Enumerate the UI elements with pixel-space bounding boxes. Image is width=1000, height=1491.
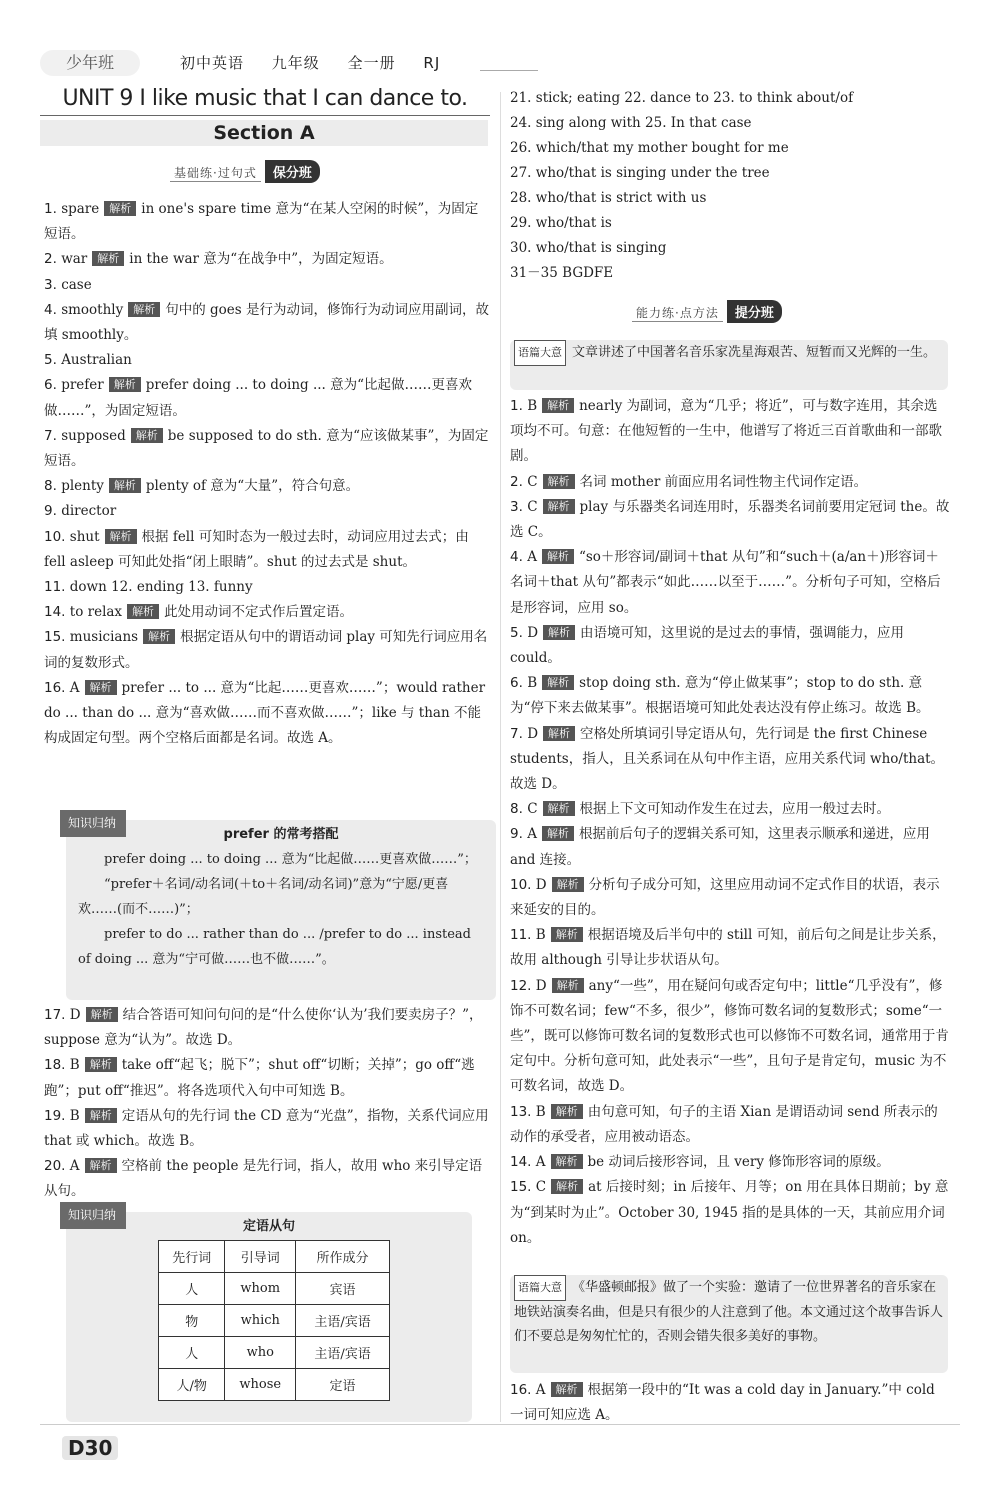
answer-item — [510, 495, 950, 545]
knowledge-title: prefer 的常考搭配 — [223, 827, 339, 842]
item-explanation: 根据上下文可知动作发生在过去，应用一般过去时。 — [579, 801, 891, 818]
knowledge-line: “prefer＋名词/动名词(＋to＋名词/动名词)”意为“宁愿/更喜欢……(而不……)”； — [78, 877, 449, 917]
item-number: 16. — [510, 1382, 532, 1398]
table-header-cell: 引导词 — [225, 1241, 296, 1273]
table-cell: 定语 — [296, 1369, 390, 1401]
item-number: 4. — [44, 301, 57, 318]
answer-item — [44, 575, 490, 600]
item-number: 1. — [44, 201, 57, 217]
item-answer: shut — [69, 528, 100, 545]
item-explanation: 句中的 goes 是行为动词，修饰行为动词应用副词，故填 smoothly。 — [44, 301, 490, 344]
answer-item — [44, 600, 490, 625]
item-explanation: 根据前后句子的逻辑关系可知，这里表示顺承和递进，应用 and 连接。 — [510, 826, 930, 868]
item-explanation: 分析句子成分可知，这里应用动词不定式作目的状语，表示来延安的目的。 — [510, 876, 940, 919]
answer-item — [44, 1154, 490, 1204]
item-answer: down 12. ending 13. funny — [69, 579, 253, 596]
answer-item — [44, 197, 490, 247]
jiexi-label: 解析 — [551, 1382, 583, 1397]
item-explanation: 根据定语从句中的谓语动词 play 可知先行词应用名词的复数形式。 — [44, 629, 488, 671]
item-explanation: 结合答语可知问句问的是“什么使你‘认为’我们要卖房子？”，suppose 意为“认为”。故选 D。 — [44, 1007, 483, 1049]
answer-item — [510, 1175, 950, 1251]
jiexi-label: 解析 — [85, 1108, 117, 1123]
jiexi-label: 解析 — [92, 251, 124, 266]
edition: RJ — [423, 54, 441, 72]
jiexi-label: 解析 — [543, 726, 575, 741]
answer-item — [44, 273, 490, 298]
table-header-row — [159, 1241, 390, 1273]
item-number: 11. — [44, 579, 66, 596]
footer-rule — [40, 1424, 960, 1425]
item-explanation: 根据语境及后半句中的 still 可知，前后句之间是让步关系，故用 although 引导让步状语从句。 — [510, 927, 946, 969]
answer-item — [44, 525, 490, 575]
item-answer: to relax — [69, 604, 123, 621]
table-row — [159, 1337, 390, 1369]
table-cell: which — [225, 1305, 296, 1337]
item-answer: A — [69, 679, 80, 696]
answer-item — [44, 373, 490, 423]
header-rule — [480, 70, 538, 71]
band-advanced-label: 能力练·点方法 — [632, 304, 723, 322]
item-number: 10. — [510, 876, 532, 893]
item-number: 3. — [44, 276, 57, 293]
jiexi-label: 解析 — [543, 474, 575, 489]
jiexi-label: 解析 — [86, 1007, 118, 1022]
summary-box-1 — [510, 340, 948, 390]
jiexi-label: 解析 — [551, 1104, 583, 1119]
item-explanation: 此处用动词不定式作后置定语。 — [164, 604, 354, 621]
table-cell: whom — [225, 1273, 296, 1305]
answer-item — [44, 247, 490, 272]
jiexi-label: 解析 — [542, 826, 574, 841]
answer-item — [44, 1104, 490, 1154]
item-answer: D — [527, 624, 539, 641]
item-explanation: 根据第一段中的“It was a cold day in January.”中 cold 一词可知应选 A。 — [510, 1382, 935, 1424]
item-answer: B — [535, 927, 546, 944]
item-explanation: any“一些”，用在疑问句或否定句中；little“几乎没有”，修饰不可数名词；few“不多，很少”，修饰可数名词的复数形式；some“一些”，既可以修饰可数名词的复数形式也可以修饰不可数名词，通常用于肯定句中。分析句意可知，此处表示“一些”，且句子是肯定句，music 为不可数名词，故选 D。 — [510, 977, 949, 1095]
answer-item — [44, 348, 490, 373]
item-number: 5. — [44, 352, 57, 369]
left-answers-a — [44, 197, 490, 751]
item-answer: A — [527, 826, 537, 843]
knowledge-box-prefer — [66, 816, 496, 1000]
jiexi-label: 解析 — [131, 428, 163, 443]
item-answer: B — [527, 398, 538, 414]
table-cell: 主语/宾语 — [296, 1337, 390, 1369]
answer-item — [44, 499, 490, 524]
jiexi-label: 解析 — [552, 978, 584, 993]
answer-line: 27. who/that is singing under the tree — [510, 165, 770, 181]
item-answer: war — [61, 251, 88, 268]
jiexi-label: 解析 — [85, 680, 117, 695]
table-cell: 人 — [159, 1273, 225, 1305]
band-advanced — [632, 300, 782, 323]
item-answer: A — [69, 1158, 80, 1175]
item-answer: C — [527, 801, 538, 818]
table-cell: 宾语 — [296, 1273, 390, 1305]
jiexi-label: 解析 — [143, 629, 175, 644]
jiexi-label: 解析 — [551, 1154, 583, 1169]
item-explanation: in one's spare time 意为“在某人空闲的时候”，为固定短语。 — [44, 201, 479, 243]
item-number: 3. — [510, 498, 523, 515]
jiexi-label: 解析 — [109, 478, 141, 493]
answer-item — [510, 873, 950, 923]
item-explanation: nearly 为副词，意为“几乎；将近”，可与数字连用，其余选项均不可。句意：在他短暂的一生中，他谱写了将近三百首歌曲和一部歌剧。 — [510, 398, 942, 465]
summary-box-2 — [510, 1275, 948, 1373]
grade: 九年级 — [271, 54, 320, 72]
item-number: 8. — [510, 801, 523, 818]
item-explanation: 名词 mother 前面应用名词性物主代词作定语。 — [579, 473, 868, 490]
jiexi-label: 解析 — [551, 1179, 583, 1194]
item-number: 5. — [510, 624, 523, 641]
item-explanation: 由语境可知，这里说的是过去的事情，强调能力，应用 could。 — [510, 624, 905, 667]
band-basic-label: 基础练·过句式 — [170, 164, 261, 182]
item-answer: B — [69, 1057, 80, 1074]
jiexi-label: 解析 — [543, 625, 575, 640]
item-number: 17. — [44, 1007, 66, 1023]
item-number: 1. — [510, 398, 523, 414]
item-explanation: at 后接时刻；in 后接年、月等；on 用在具体日期前；by 意为“到某时为止”。October 30, 1945 指的是具体的一天，其前应用介词 on。 — [510, 1179, 949, 1246]
answer-line: 21. stick; eating 22. dance to 23. to think about/of — [510, 90, 854, 106]
item-answer: spare — [61, 201, 100, 217]
table-header-cell: 所作成分 — [296, 1241, 390, 1273]
table-row — [159, 1273, 390, 1305]
item-number: 8. — [44, 478, 57, 495]
band-advanced-tag: 提分班 — [727, 300, 782, 323]
table-cell: 人/物 — [159, 1369, 225, 1401]
answer-line: 30. who/that is singing — [510, 240, 667, 256]
item-number: 12. — [510, 977, 532, 994]
book-info — [180, 52, 462, 73]
item-explanation: take off“起飞；脱下”；shut off“切断；关掉”；go off“逃跑”；put off“推迟”。将各选项代入句中可知选 B。 — [44, 1057, 475, 1099]
item-answer: C — [527, 473, 538, 490]
answer-item — [510, 722, 950, 798]
item-answer: D — [69, 1007, 81, 1023]
item-number: 7. — [510, 725, 523, 742]
answer-line: 26. which/that my mother bought for me — [510, 140, 789, 156]
item-answer: smoothly — [61, 301, 124, 318]
answer-item — [510, 974, 950, 1100]
knowledge-line: prefer doing ... to doing ... 意为“比起做……更喜欢做……”； — [104, 852, 477, 867]
item-number: 4. — [510, 549, 523, 566]
item-number: 10. — [44, 528, 66, 545]
jiexi-label: 解析 — [128, 302, 160, 317]
item-explanation: prefer ... to ... 意为“比起……更喜欢……”；would rather do ... than do ... 意为“喜欢做……而不喜欢做……”；like 与 than 不能构成固定句型。两个空格后面都是名词。故选 A。 — [44, 679, 486, 747]
item-number: 15. — [44, 629, 66, 646]
table-cell: 人 — [159, 1337, 225, 1369]
summary-text-2: 《华盛顿邮报》做了一个实验：邀请了一位世界著名的音乐家在地铁站演奏名曲，但是只有很少的人注意到了他。本文通过这个故事告诉人们不要总是匆匆忙忙的，否则会错失很多美好的事物。 — [514, 1280, 944, 1344]
item-number: 20. — [44, 1158, 66, 1175]
item-explanation: “so＋形容词/副词＋that 从句”和“such＋(a/an＋)形容词＋名词＋that 从句”都表示“如此……以至于……”。分析句子可知，空格后是形容词，应用 so。 — [510, 549, 941, 616]
answer-item — [44, 424, 490, 474]
jiexi-label: 解析 — [543, 499, 575, 514]
answer-item — [510, 797, 950, 822]
item-explanation: 根据 fell 可知时态为一般过去时，动词应用过去式；由 fell asleep 可知此处指“闭上眼睛”。shut 的过去式是 shut。 — [44, 528, 469, 570]
answer-item — [44, 625, 490, 675]
item-answer: B — [535, 1103, 546, 1120]
item-number: 9. — [44, 503, 57, 520]
item-answer: prefer — [61, 377, 104, 394]
item-answer: C — [535, 1179, 547, 1196]
answer-item — [44, 1003, 490, 1053]
jiexi-label: 解析 — [104, 201, 136, 216]
item-explanation: play 与乐器类名词连用时，乐器类名词前要用定冠词 the。故选 C。 — [510, 498, 950, 541]
item-number: 16. — [44, 679, 66, 696]
answer-item — [510, 923, 950, 973]
jiexi-label: 解析 — [542, 549, 574, 564]
table-row — [159, 1369, 390, 1401]
left-answers-b — [44, 1003, 490, 1205]
item-number: 11. — [510, 927, 532, 944]
item-answer: supposed — [61, 427, 126, 444]
item-explanation: in the war 意为“在战争中”，为固定短语。 — [129, 251, 393, 268]
unit-title: UNIT 9 I like music that I can dance to. — [40, 86, 490, 116]
answer-item — [510, 621, 950, 671]
jiexi-label: 解析 — [109, 377, 141, 392]
knowledge-lines — [78, 847, 484, 972]
item-answer: Australian — [61, 352, 132, 369]
jiexi-label: 解析 — [542, 398, 574, 413]
column-divider — [500, 92, 501, 1422]
answer-line: 28. who/that is strict with us — [510, 190, 707, 206]
item-number: 13. — [510, 1103, 532, 1120]
knowledge-title-2: 定语从句 — [242, 1219, 295, 1234]
summary-tag-2: 语篇大意 — [514, 1275, 566, 1301]
item-number: 14. — [44, 604, 66, 621]
item-explanation: 由句意可知，句子的主语 Xian 是谓语动词 send 所表示的动作的承受者，应用被动语态。 — [510, 1103, 938, 1145]
knowledge-line: prefer to do ... rather than do ... /prefer to do ... instead of doing ... 意为“宁可做……也不做……”。 — [78, 927, 471, 967]
answer-item — [510, 1378, 950, 1428]
item-answer: B — [69, 1107, 80, 1124]
band-basic-tag: 保分班 — [265, 160, 320, 183]
answer-item — [510, 1100, 950, 1150]
item-number: 2. — [44, 251, 57, 268]
item-answer: C — [527, 498, 538, 515]
jiexi-label: 解析 — [127, 604, 159, 619]
item-number: 6. — [44, 377, 57, 394]
knowledge-tag-2: 知识归纳 — [60, 1202, 126, 1229]
answer-item — [510, 1150, 950, 1175]
jiexi-label: 解析 — [105, 529, 137, 544]
item-number: 19. — [44, 1107, 66, 1124]
answer-item — [510, 671, 950, 721]
item-answer: A — [527, 549, 537, 566]
item-number: 14. — [510, 1154, 532, 1171]
knowledge-tag: 知识归纳 — [60, 810, 126, 837]
item-number: 15. — [510, 1179, 532, 1196]
right-answers-b — [510, 1378, 950, 1428]
answer-item — [510, 822, 950, 872]
jiexi-label: 解析 — [85, 1057, 117, 1072]
clause-table — [158, 1240, 390, 1401]
item-answer: D — [535, 876, 547, 893]
jiexi-label: 解析 — [543, 801, 575, 816]
item-answer: A — [535, 1154, 546, 1171]
answer-item — [510, 394, 950, 470]
section-title: Section A — [40, 120, 488, 146]
answer-line: 24. sing along with 25. In that case — [510, 115, 752, 131]
item-answer: D — [527, 725, 539, 742]
table-row — [159, 1305, 390, 1337]
jiexi-label: 解析 — [85, 1158, 117, 1173]
jiexi-label: 解析 — [552, 877, 584, 892]
brand-logo: 少年班 — [40, 50, 140, 76]
answer-line: 29. who/that is — [510, 215, 612, 231]
item-explanation: plenty of 意为“大量”，符合句意。 — [145, 478, 360, 495]
page-number: D30 — [62, 1436, 118, 1460]
answer-item — [44, 1053, 490, 1103]
subject: 初中英语 — [180, 54, 245, 72]
volume: 全一册 — [347, 54, 396, 72]
item-explanation: be 动词后接形容词，且 very 修饰形容词的原级。 — [587, 1154, 890, 1171]
table-cell: who — [225, 1337, 296, 1369]
item-number: 2. — [510, 473, 523, 490]
right-answers-top — [510, 86, 950, 286]
item-explanation: stop doing sth. 意为“停止做某事”；stop to do sth. 意为“停下来去做某事”。根据语境可知此处表达没有停止练习。故选 B。 — [510, 675, 930, 717]
answer-item — [44, 676, 490, 752]
answer-item — [44, 474, 490, 499]
item-explanation: 空格前 the people 是先行词，指人，故用 who 来引导定语从句。 — [44, 1158, 483, 1200]
answer-line: 31－35 BGDFE — [510, 265, 614, 281]
item-number: 6. — [510, 675, 523, 692]
item-answer: plenty — [61, 478, 104, 495]
item-explanation: 定语从句的先行词 the CD 意为“光盘”，指物，关系代词应用 that 或 which。故选 B。 — [44, 1107, 489, 1150]
item-answer: director — [61, 503, 117, 520]
table-cell: whose — [225, 1369, 296, 1401]
item-explanation: be supposed to do sth. 意为“应该做某事”，为固定短语。 — [44, 427, 489, 470]
jiexi-label: 解析 — [542, 675, 574, 690]
answer-item — [44, 298, 490, 348]
item-answer: musicians — [69, 629, 139, 646]
item-answer: D — [535, 977, 547, 994]
item-answer: case — [61, 276, 92, 293]
answer-item — [510, 545, 950, 621]
jiexi-label: 解析 — [551, 927, 583, 942]
item-explanation: 空格处所填词引导定语从句，先行词是 the first Chinese students，指人，且关系词在从句中作主语，应用关系代词 who/that。故选 D。 — [510, 725, 945, 793]
right-answers-a — [510, 394, 950, 1251]
item-explanation: prefer doing ... to doing ... 意为“比起做……更喜欢做……”，为固定短语。 — [44, 377, 473, 419]
answer-item — [510, 470, 950, 495]
item-number: 18. — [44, 1057, 66, 1074]
summary-text: 文章讲述了中国著名音乐家冼星海艰苦、短暂而又光辉的一生。 — [572, 345, 937, 360]
table-header-cell: 先行词 — [159, 1241, 225, 1273]
table-cell: 物 — [159, 1305, 225, 1337]
band-basic — [170, 160, 320, 183]
item-number: 7. — [44, 427, 57, 444]
item-answer: A — [535, 1382, 546, 1398]
table-cell: 主语/宾语 — [296, 1305, 390, 1337]
item-answer: B — [527, 675, 538, 692]
summary-tag: 语篇大意 — [514, 340, 566, 366]
item-number: 9. — [510, 826, 523, 843]
